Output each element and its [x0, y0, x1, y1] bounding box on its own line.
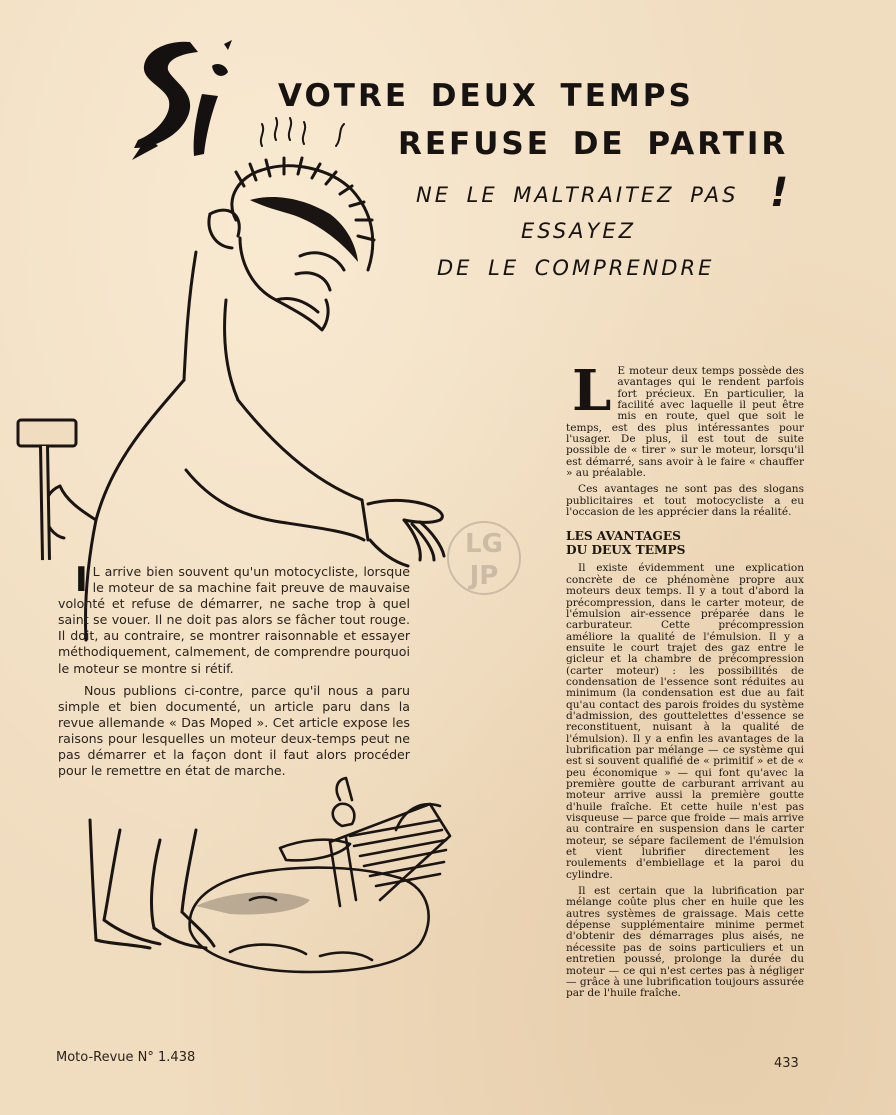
watermark-logo: [446, 512, 522, 604]
engine-drawing: [190, 778, 450, 972]
watermark-line-1: LG: [465, 529, 503, 559]
article-heading-line-2: DU DEUX TEMPS: [566, 542, 686, 557]
article-heading-line-1: LES AVANTAGES: [566, 529, 681, 544]
article-paragraph-1: [566, 358, 804, 480]
article-paragraph-4: Il est certain que la lubrification par mélange coûte plus cher en huile que les autres systèmes de graissage. Mais cette dépense supplémentaire minime permet d'obtenir des démarrages plus aisés, ne nécessite pas de soins particuliers et un entretien poussé, prolonge la durée du moteur — ce qui n'est certes pas à négliger — grâce à une lubrification toujours assurée par de l'huile fraîche.: [566, 885, 805, 1000]
intro-drop-cap: I: [75, 560, 88, 600]
intro-p1-text: L arrive bien souvent qu'un motocycliste, lorsque le moteur de sa machine fait preuve de mauvaise volonté et refuse de démarrer, ne sache trop à quel saint se vouer. Il ne doit pas alors se fâcher tout rouge. Il doit, au contraire, se montrer raisonnable et essayer méthodiquement, calmement, de comprendre pourquoi le moteur se montre si rétif.: [58, 564, 410, 676]
subtitle-exclamation: !: [770, 170, 789, 216]
article-drop-cap: L: [572, 358, 612, 424]
subtitle-line-3: DE LE COMPRENDRE: [437, 256, 715, 280]
title-line-2: REFUSE DE PARTIR: [398, 126, 789, 162]
article-heading: [566, 530, 804, 557]
article-paragraph-3: Il existe évidemment une explication concrète de ce phénomène propre aux moteurs deux temps. Il y a tout d'abord la précompression, dans le carter moteur, de l'émulsion air-essence préparée dans le carburateur. Cette précompression améliore la qualité de l'émulsion. Il y a ensuite le court trajet des gaz entre le gicleur et la chambre de précompression (carter moteur) : les possibilités de condensation de l'essence sont réduites au minimum (la condensation est due au fait qu'au contact des parois froides du système d'admission, des gouttelettes d'essence se reconstituent, nuisant à la qualité de l'émulsion). Il y a enfin les avantages de la lubrification par mélange — ce système qui est si souvent qualifié de « primitif » et de « peu économique » — qui font qu'avec la première goutte de carburant arrivant au moteur arrive aussi la première goutte d'huile fraîche. Et cette huile n'est pas visqueuse — parce que froide — mais arrive au contraire en suspension dans le carter moteur, se sépare facilement de l'émulsion et vient lubrifier directement les roulements d'embiellage et la paroi du cylindre.: [566, 562, 804, 881]
magazine-issue: Moto-Revue N° 1.438: [56, 1050, 196, 1065]
subtitle-line-1: NE LE MALTRAITEZ PAS: [416, 183, 739, 207]
article-column: [566, 358, 805, 1000]
watermark-line-2: JP: [469, 561, 499, 591]
subtitle-line-2: ESSAYEZ: [521, 219, 637, 243]
hammer: [18, 420, 76, 560]
intro-paragraph-2: Nous publions ci-contre, parce qu'il nous a paru simple et bien documenté, un article paru dans la revue allemande « Das Moped ». Cet article expose les raisons pour lesquelles un moteur deux-temps peut ne pas démarrer et la façon dont il faut alors procéder pour le remettre en état de marche.: [58, 682, 410, 779]
page-number: 433: [774, 1056, 799, 1071]
man-figure: [44, 118, 444, 948]
engine-shadow: [196, 892, 310, 914]
article-paragraph-2: Ces avantages ne sont pas des slogans publicitaires et tout motocycliste a eu l'occasion de les apprécier dans la réalité.: [566, 483, 804, 519]
hair-mass: [250, 197, 358, 262]
article-p1-text: E moteur deux temps possède des avantages qui le rendent parfois fort précieux. En particulier, la facilité avec laquelle il peut être mis en route, quel que soit le temps, est des plus intéressantes pour l'usager. De plus, il est tout de suite possible de « tirer » sur le moteur, lorsqu'il est démarré, sans avoir à le faire « chauffer » au préalable.: [566, 365, 804, 480]
title-line-1: VOTRE DEUX TEMPS: [278, 78, 694, 114]
intro-text: [58, 560, 410, 779]
intro-paragraph-1: [58, 560, 410, 677]
